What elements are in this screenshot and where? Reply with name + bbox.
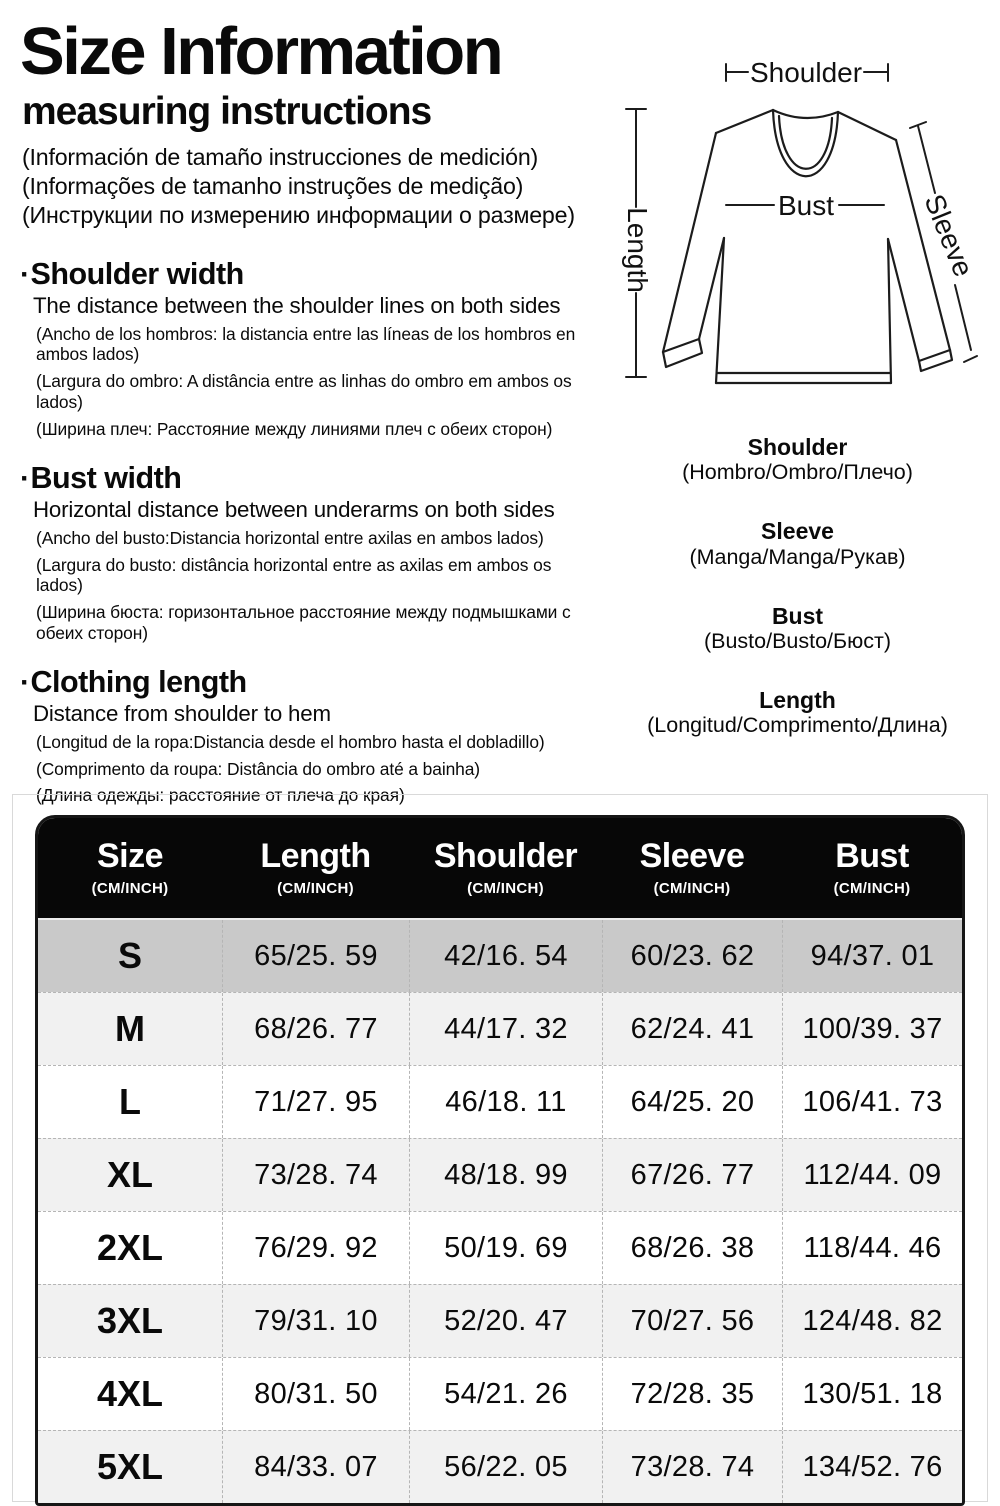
length-value: 73/28. 74 <box>222 1139 409 1211</box>
column-header-length <box>222 818 409 918</box>
sleeve-value: 73/28. 74 <box>602 1431 782 1503</box>
length-diagram-label: Length <box>622 207 653 293</box>
unit-label: (CM/INCH) <box>833 879 911 897</box>
legend-term: Length <box>759 686 836 713</box>
table-row-s <box>38 918 962 992</box>
legend-sleeve <box>600 518 995 568</box>
legend-translation: (Busto/Busto/Бюст) <box>703 628 892 653</box>
shoulder-diagram-label: Shoulder <box>749 57 863 88</box>
sleeve-value: 67/26. 77 <box>602 1139 782 1211</box>
table-row-5xl <box>38 1430 962 1503</box>
subtitle-translation-es: (Información de tamaño instrucciones de medición) <box>22 143 539 170</box>
section-description: Horizontal distance between underarms on both sides <box>33 496 555 522</box>
section-translation-es: (Ancho de los hombros: la distancia entre las líneas de los hombros en ambos lados) <box>36 323 576 365</box>
column-header-shoulder <box>409 818 602 918</box>
section-bust-width <box>20 461 600 644</box>
length-value: 84/33. 07 <box>222 1431 409 1503</box>
column-label: Shoulder <box>433 837 578 876</box>
measure-sections <box>20 257 600 806</box>
section-translation-ru: (Ширина плеч: Расстояние между линиями плеч с обеих сторон) <box>36 419 553 440</box>
bust-value: 112/44. 09 <box>782 1139 962 1211</box>
subtitle-translation-pt: (Informações de tamanho instruções de medição) <box>22 172 524 199</box>
size-value: 2XL <box>96 1227 164 1268</box>
section-shoulder-width <box>20 257 600 440</box>
measurement-legend <box>600 434 995 771</box>
size-value: 4XL <box>96 1373 164 1414</box>
length-value: 76/29. 92 <box>222 1212 409 1284</box>
table-row-l <box>38 1065 962 1138</box>
instructions-column <box>20 14 600 806</box>
section-heading-text: Clothing length <box>30 665 247 700</box>
table-row-4xl <box>38 1357 962 1430</box>
sleeve-value: 72/28. 35 <box>602 1358 782 1430</box>
legend-translation: (Manga/Manga/Рукав) <box>689 544 906 569</box>
column-label: Length <box>260 837 371 876</box>
shoulder-value: 50/19. 69 <box>409 1212 602 1284</box>
unit-label: (CM/INCH) <box>91 879 169 897</box>
section-translation-es: (Longitud de la ropa:Distancia desde el hombro hasta el dobladillo) <box>36 731 545 752</box>
length-value: 79/31. 10 <box>222 1285 409 1357</box>
shoulder-value: 56/22. 05 <box>409 1431 602 1503</box>
bust-value: 106/41. 73 <box>782 1066 962 1138</box>
size-value: XL <box>106 1154 153 1195</box>
bust-value: 134/52. 76 <box>782 1431 962 1503</box>
legend-bust <box>600 603 995 653</box>
section-clothing-length <box>20 665 600 806</box>
column-header-bust <box>782 818 962 918</box>
sleeve-value: 64/25. 20 <box>602 1066 782 1138</box>
section-translation-pt: (Comprimento da roupa: Distância do ombro até a bainha) <box>36 758 480 779</box>
bust-value: 130/51. 18 <box>782 1358 962 1430</box>
shirt-outline-drawing <box>663 110 952 383</box>
page-subtitle: measuring instructions <box>22 90 432 133</box>
bust-value: 118/44. 46 <box>782 1212 962 1284</box>
section-heading <box>20 461 600 496</box>
sleeve-value: 62/24. 41 <box>602 993 782 1065</box>
section-translation-ru: (Ширина бюста: горизонтальное расстояние между подмышками с обеих сторон) <box>36 602 571 644</box>
size-table-header <box>38 818 962 918</box>
shoulder-value: 46/18. 11 <box>409 1066 602 1138</box>
unit-label: (CM/INCH) <box>467 879 544 897</box>
section-heading <box>20 257 600 292</box>
section-translation-pt: (Largura do busto: distância horizontal entre as axilas em ambos os lados) <box>36 554 552 596</box>
bullet-dot: · <box>20 257 30 291</box>
subtitle-translation-ru: (Инструкции по измерению информации о размере) <box>22 201 575 228</box>
bust-value: 100/39. 37 <box>782 993 962 1065</box>
size-value: L <box>119 1081 141 1122</box>
length-value: 71/27. 95 <box>222 1066 409 1138</box>
size-value: 5XL <box>96 1446 164 1487</box>
unit-label: (CM/INCH) <box>653 879 731 897</box>
bust-measure-line <box>726 190 884 221</box>
size-value: S <box>117 935 142 976</box>
bust-value: 124/48. 82 <box>782 1285 962 1357</box>
bust-value: 94/37. 01 <box>782 920 962 992</box>
section-translation-es: (Ancho del busto:Distancia horizontal entre axilas en ambos lados) <box>36 527 544 548</box>
size-value: M <box>115 1008 145 1049</box>
bullet-dot: · <box>20 461 30 495</box>
column-header-sleeve <box>602 818 782 918</box>
subtitle-translations <box>22 143 600 230</box>
table-row-m <box>38 992 962 1065</box>
length-value: 65/25. 59 <box>222 920 409 992</box>
legend-shoulder <box>600 434 995 484</box>
legend-translation: (Longitud/Comprimento/Длина) <box>647 713 948 738</box>
size-value: 3XL <box>96 1300 164 1341</box>
shoulder-value: 52/20. 47 <box>409 1285 602 1357</box>
length-value: 80/31. 50 <box>222 1358 409 1430</box>
section-heading-text: Shoulder width <box>30 256 244 291</box>
column-label: Size <box>96 837 164 876</box>
bust-diagram-label: Bust <box>777 190 835 221</box>
table-row-2xl <box>38 1211 962 1284</box>
sleeve-value: 70/27. 56 <box>602 1285 782 1357</box>
column-header-size <box>38 818 222 918</box>
section-translation-ru: (Длина одежды: расстояние от плеча до края) <box>36 785 405 806</box>
sleeve-value: 68/26. 38 <box>602 1212 782 1284</box>
length-value: 68/26. 77 <box>222 993 409 1065</box>
section-description: Distance from shoulder to hem <box>33 700 331 726</box>
table-row-3xl <box>38 1284 962 1357</box>
legend-term: Shoulder <box>747 434 848 460</box>
column-label: Bust <box>835 837 909 876</box>
column-label: Sleeve <box>639 837 745 876</box>
shoulder-measure-line <box>726 57 888 88</box>
section-heading <box>20 665 600 700</box>
legend-length <box>600 687 995 737</box>
shoulder-value: 42/16. 54 <box>409 920 602 992</box>
shoulder-value: 54/21. 26 <box>409 1358 602 1430</box>
legend-term: Bust <box>771 602 824 629</box>
legend-term: Sleeve <box>761 518 834 545</box>
shirt-measurement-diagram <box>598 25 1000 417</box>
shoulder-value: 48/18. 99 <box>409 1139 602 1211</box>
sleeve-diagram-label: Sleeve <box>918 189 980 281</box>
legend-translation: (Hombro/Ombro/Плечо) <box>682 460 913 485</box>
bullet-dot: · <box>20 666 30 700</box>
unit-label: (CM/INCH) <box>277 879 354 897</box>
section-translation-pt: (Largura do ombro: A distância entre as linhas do ombro em ambos os lados) <box>36 371 572 413</box>
length-measure-line <box>622 109 653 377</box>
section-heading-text: Bust width <box>30 460 182 495</box>
table-row-xl <box>38 1138 962 1211</box>
page-title: Size Information <box>20 14 502 89</box>
section-description: The distance between the shoulder lines on both sides <box>33 292 561 318</box>
shoulder-value: 44/17. 32 <box>409 993 602 1065</box>
sleeve-value: 60/23. 62 <box>602 920 782 992</box>
size-table <box>35 815 965 1506</box>
